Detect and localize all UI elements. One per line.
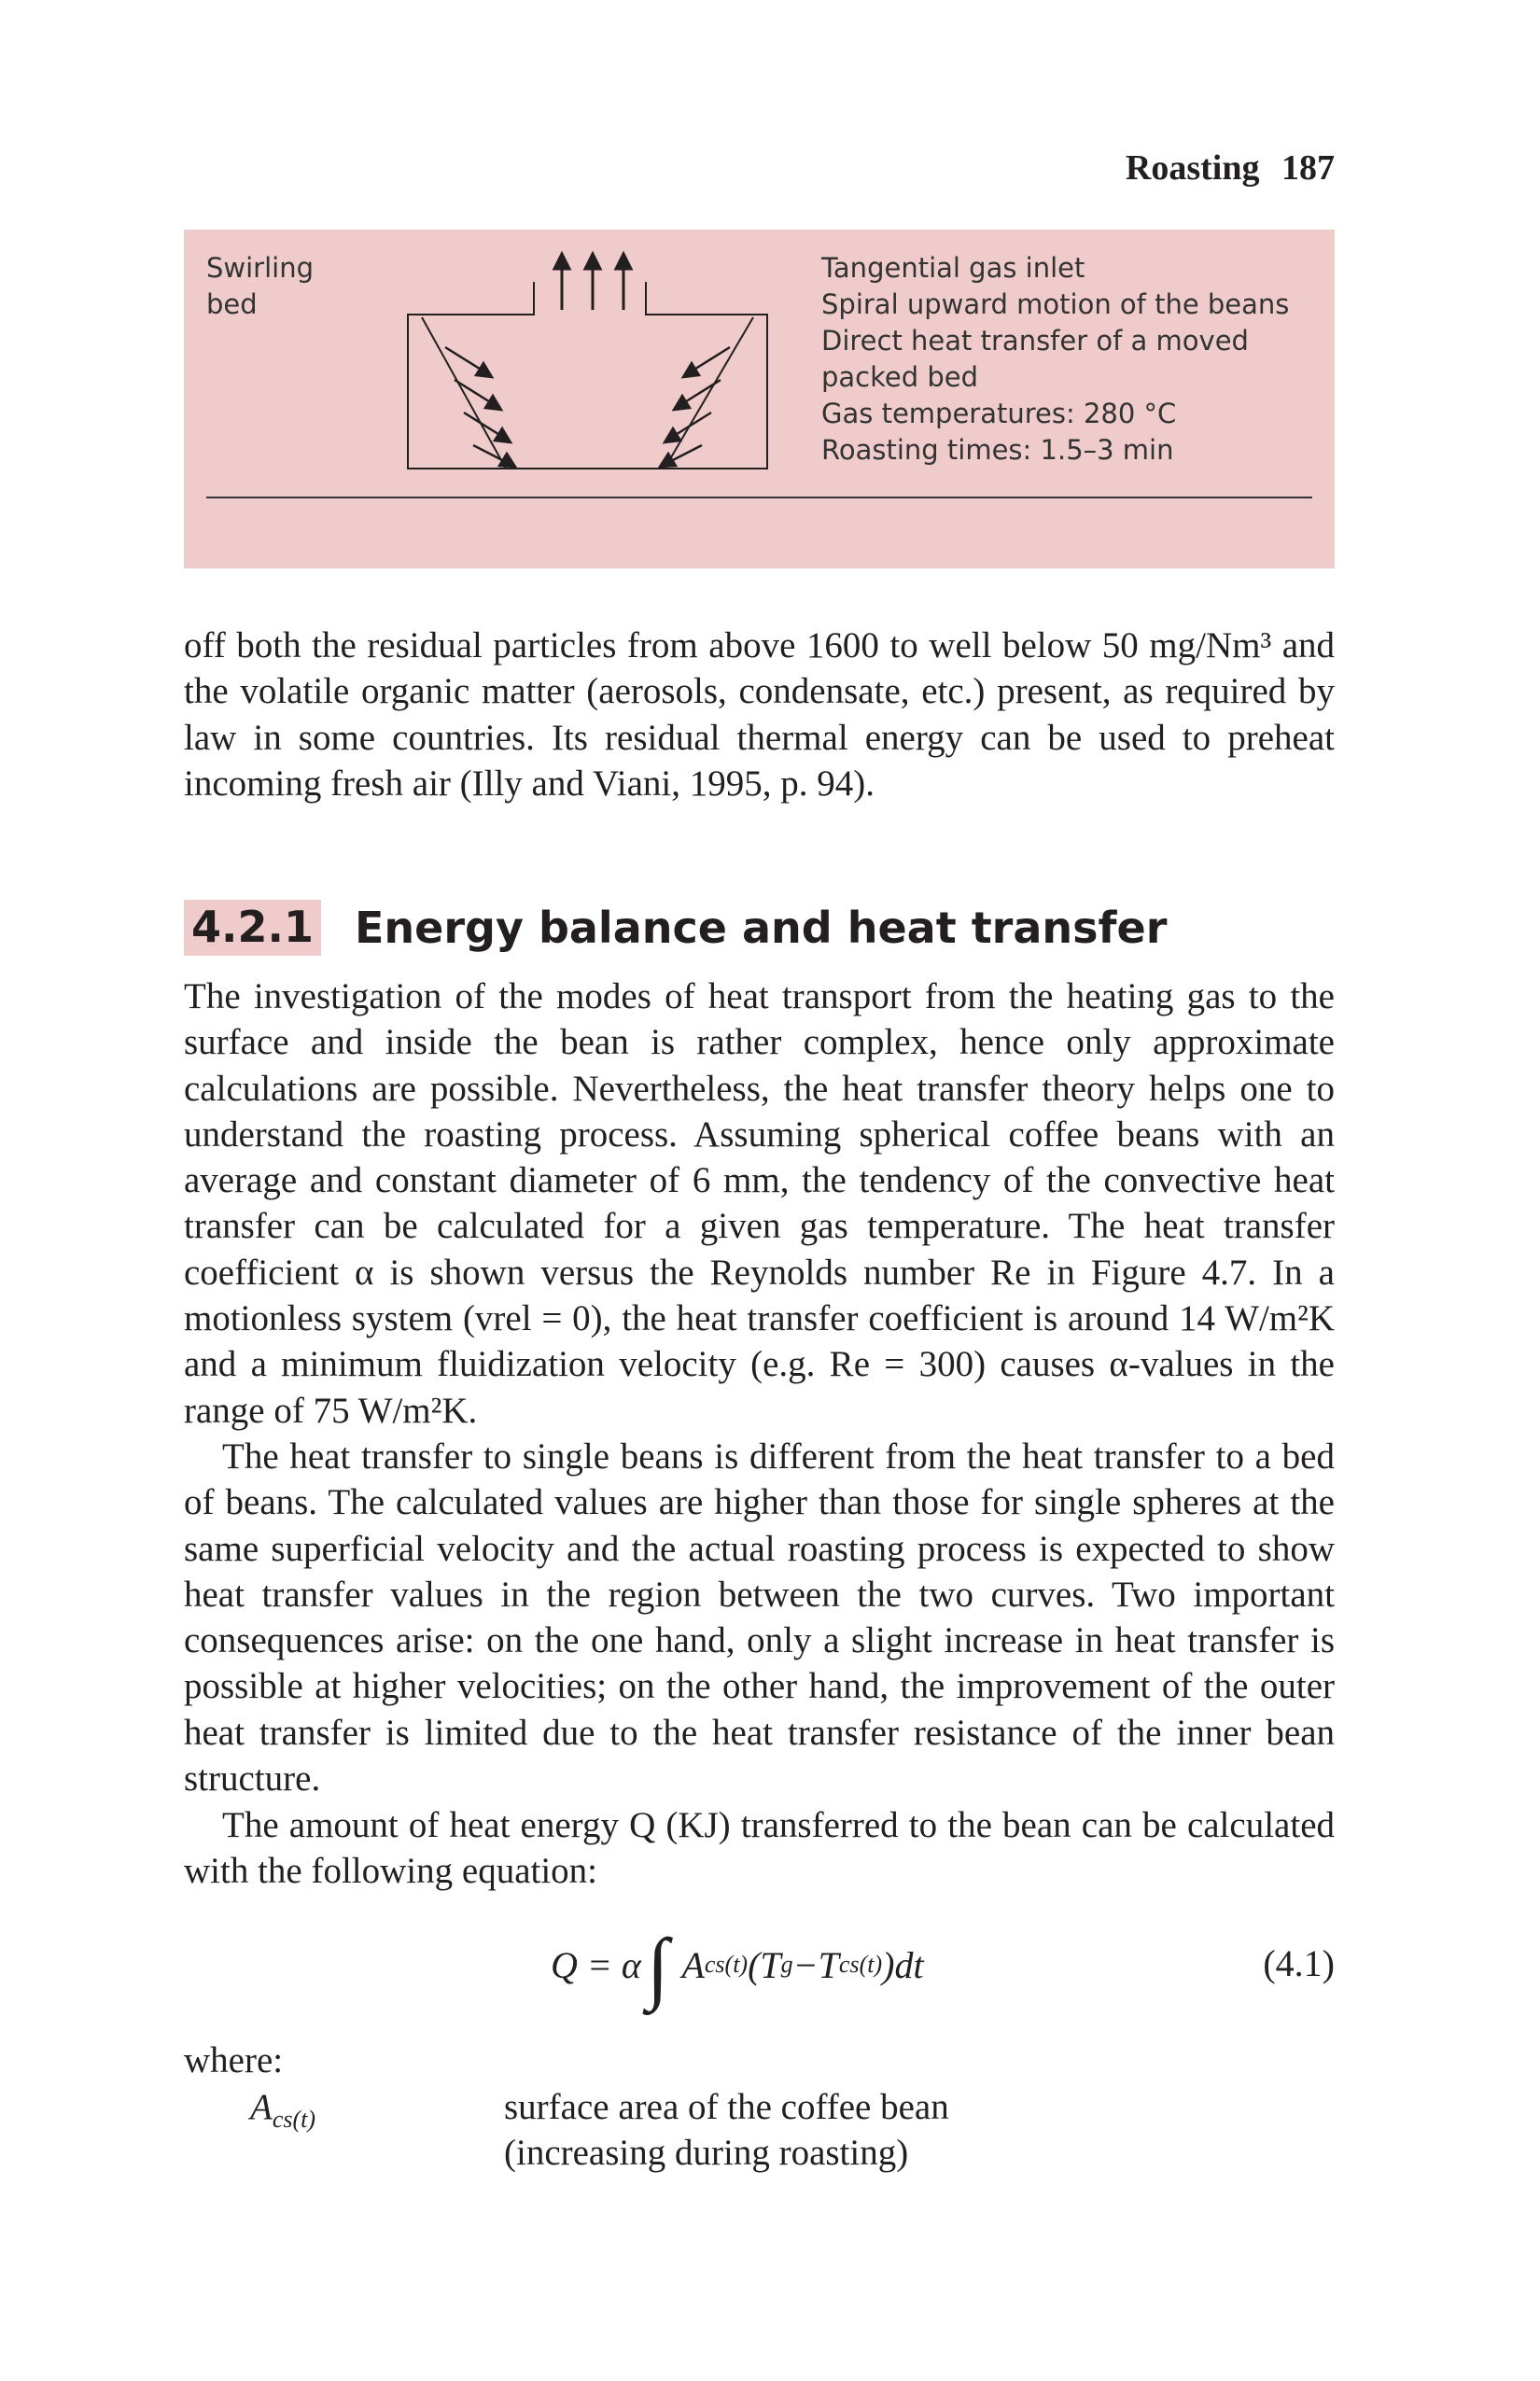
- bean-subscript: cs(t): [838, 1951, 883, 1978]
- definition-symbol: A: [250, 2087, 273, 2127]
- swirling-bed-diagram: [403, 245, 772, 473]
- feature-item: Gas temperatures: 280 °C: [821, 398, 1177, 429]
- equation-lhs: Q = α: [551, 1943, 641, 1986]
- feature-item: Tangential gas inlet: [821, 252, 1085, 284]
- equation-number: (4.1): [1263, 1942, 1335, 1984]
- where-label: where:: [184, 2040, 284, 2080]
- section-heading: [184, 901, 1167, 955]
- bed-type-label: Swirling bed: [206, 252, 315, 320]
- body-paragraph: The investigation of the modes of heat transport from the heating gas to the surface and inside the bean is rather complex, hence only approximate calculations are possible. Nevertheless, the heat transfer theory helps one to understand the roasting process. Assuming spherical coffee beans with an average and constant diameter of 6 mm, the tendency of the convective heat transfer can be calculated for a given gas temperature. The heat transfer coefficient α is shown versus the Reynolds number Re in Figure 4.7. In a motionless system (vrel = 0), the heat transfer coefficient is around 14 W/m²K and a minimum fluidization velocity (e.g. Re = 300) causes α-values in the range of 75 W/m²K.: [184, 976, 1335, 1431]
- section-number: 4.2.1: [184, 900, 321, 956]
- outlet-arrows: [554, 254, 631, 310]
- table-bottom-rule: [206, 497, 1312, 498]
- inlet-arrows-right: [660, 347, 730, 467]
- minus-sign: −: [792, 1943, 819, 1986]
- cone-line-right: [665, 317, 753, 469]
- bean-temp-symbol: T: [818, 1943, 839, 1986]
- bed-features-list: [821, 250, 1325, 469]
- page-number: 187: [1281, 148, 1335, 188]
- definition-description: surface area of the coffee bean (increasing during roasting): [504, 2087, 949, 2173]
- body-paragraph-intro: off both the residual particles from above 1600 to well below 50 mg/Nm³ and the volatile organic matter (aerosols, condensate, etc.) present, as required by law in some countries. Its residual thermal energy can be used to preheat incoming fresh air (Illy and Viani, 1995, p. 94).: [184, 625, 1335, 804]
- body-paragraph: The amount of heat energy Q (KJ) transferred to the bean can be calculated with the following equation:: [184, 1805, 1335, 1892]
- running-title: Roasting: [1125, 148, 1260, 188]
- differential: dt: [894, 1943, 924, 1986]
- feature-item: Spiral upward motion of the beans: [821, 288, 1290, 320]
- open-paren: (: [748, 1943, 761, 1986]
- cone-line-left: [422, 317, 506, 469]
- area-symbol: A: [681, 1943, 705, 1986]
- body-paragraph: The heat transfer to single beans is different from the heat transfer to a bed of beans. The calculated values are higher than those for single spheres at the same superficial velocity and the actual roasting process is expected to show heat transfer values in the region between the two curves. Two important consequences arise: on the one hand, only a slight increase in heat transfer is possible at higher velocities; on the other hand, the improvement of the outer heat transfer is limited due to the heat transfer resistance of the inner bean structure.: [184, 1436, 1335, 1800]
- definition-subscript: cs(t): [272, 2105, 316, 2133]
- section-title: Energy balance and heat transfer: [354, 903, 1168, 953]
- feature-item: Direct heat transfer of a moved packed bed: [821, 325, 1249, 393]
- roaster-table-row: [184, 230, 1335, 568]
- close-paren: ): [882, 1943, 895, 1986]
- area-subscript: cs(t): [704, 1951, 749, 1978]
- gas-temp-symbol: T: [760, 1943, 781, 1986]
- vessel-outline-left: [408, 282, 767, 469]
- inlet-arrows-left: [445, 347, 515, 467]
- running-header: [933, 147, 1335, 189]
- integral-sign: ∫: [646, 1922, 669, 2011]
- feature-item: Roasting times: 1.5–3 min: [821, 434, 1174, 466]
- equation-heat-energy: [551, 1922, 924, 2011]
- definition-term: [250, 2086, 315, 2134]
- gas-subscript: g: [780, 1951, 793, 1978]
